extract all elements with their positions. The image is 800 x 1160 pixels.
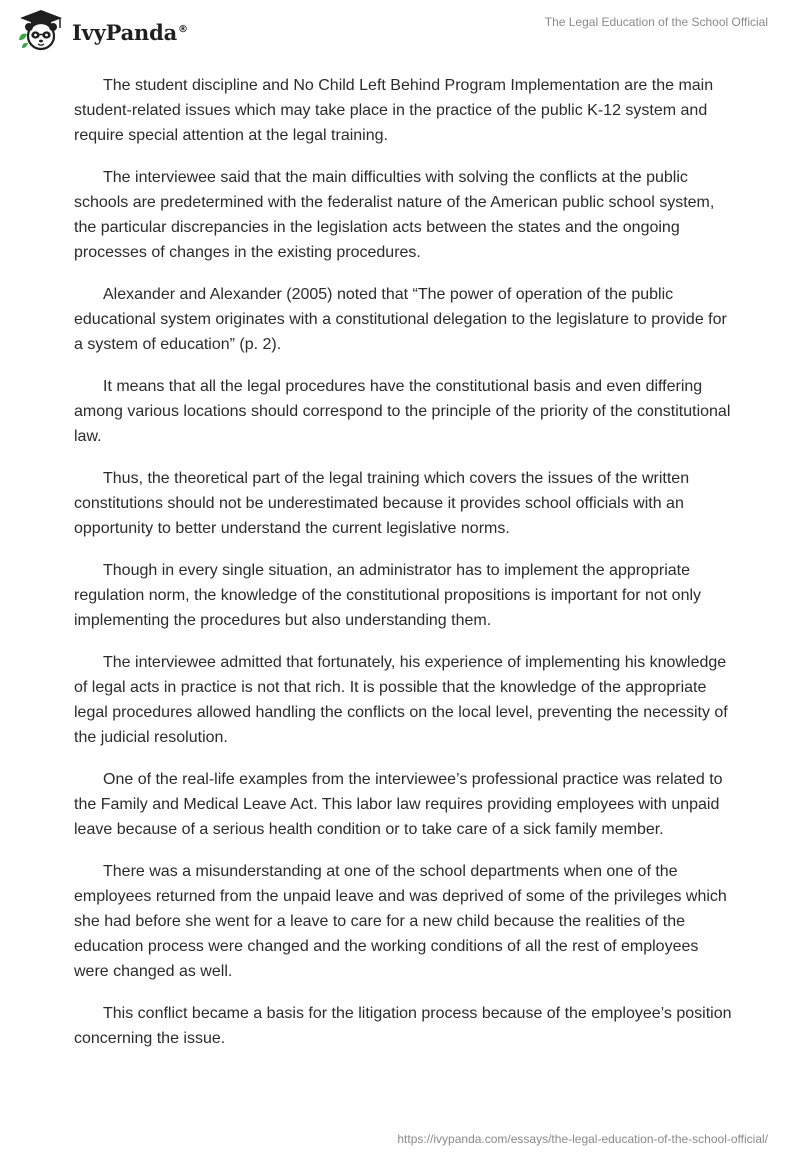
paragraph-1: The student discipline and No Child Left Behind Program Implementation are the main student-related issues which may take place in the practice of the public K-12 system and require special attention at the legal training. [74, 77, 714, 144]
paragraph-3: Alexander and Alexander (2005) noted that “The power of operation of the public educational system originates with a constitutional delegation to the legislature to provide for a system of education” (p. 2). [74, 286, 727, 353]
registered-mark: ® [178, 23, 188, 35]
brand-logo[interactable] [16, 8, 188, 52]
paragraph-2: The interviewee said that the main difficulties with solving the conflicts at the public schools are predetermined with the federalist nature of the American public school system, the particular discrepancies in the legislation acts between the states and the ongoing processes of changes in the existing procedures. [74, 169, 715, 261]
source-url-link[interactable]: https://ivypanda.com/essays/the-legal-education-of-the-school-official/ [397, 1132, 768, 1146]
page-header [0, 0, 800, 60]
panda-graduate-icon [16, 8, 66, 52]
brand-name: IvyPanda® [72, 19, 188, 45]
document-title: The Legal Education of the School Official [544, 15, 768, 29]
paragraph-9: There was a misunderstanding at one of the school departments when one of the employees returned from the unpaid leave and was deprived of some of the privileges which she had before she went for a leave to care for a new child because the realities of the education process were changed and the working conditions of all the rest of employees were changed as well. [74, 863, 727, 980]
paragraph-8: One of the real-life examples from the interviewee’s professional practice was related to the Family and Medical Leave Act. This labor law requires providing employees with unpaid leave because of a serious health condition or to take care of a sick family member. [74, 771, 723, 838]
paragraph-5: Thus, the theoretical part of the legal training which covers the issues of the written constitutions should not be underestimated because it provides school officials with an opportunity to better understand the current legislative norms. [74, 470, 690, 537]
paragraph-4: It means that all the legal procedures have the constitutional basis and even differing among various locations should correspond to the principle of the priority of the constitutional law. [74, 378, 731, 445]
paragraph-6: Though in every single situation, an administrator has to implement the appropriate regulation norm, the knowledge of the constitutional propositions is important for not only implementing the procedures but also understanding them. [74, 562, 702, 629]
paragraph-7: The interviewee admitted that fortunately, his experience of implementing his knowledge of legal acts in practice is not that rich. It is possible that the knowledge of the appropriate legal procedures allowed handling the conflicts on the local level, preventing the necessity of the judicial resolution. [74, 654, 728, 746]
essay-body [74, 73, 734, 1068]
paragraph-10: This conflict became a basis for the litigation process because of the employee’s position concerning the issue. [74, 1005, 732, 1047]
